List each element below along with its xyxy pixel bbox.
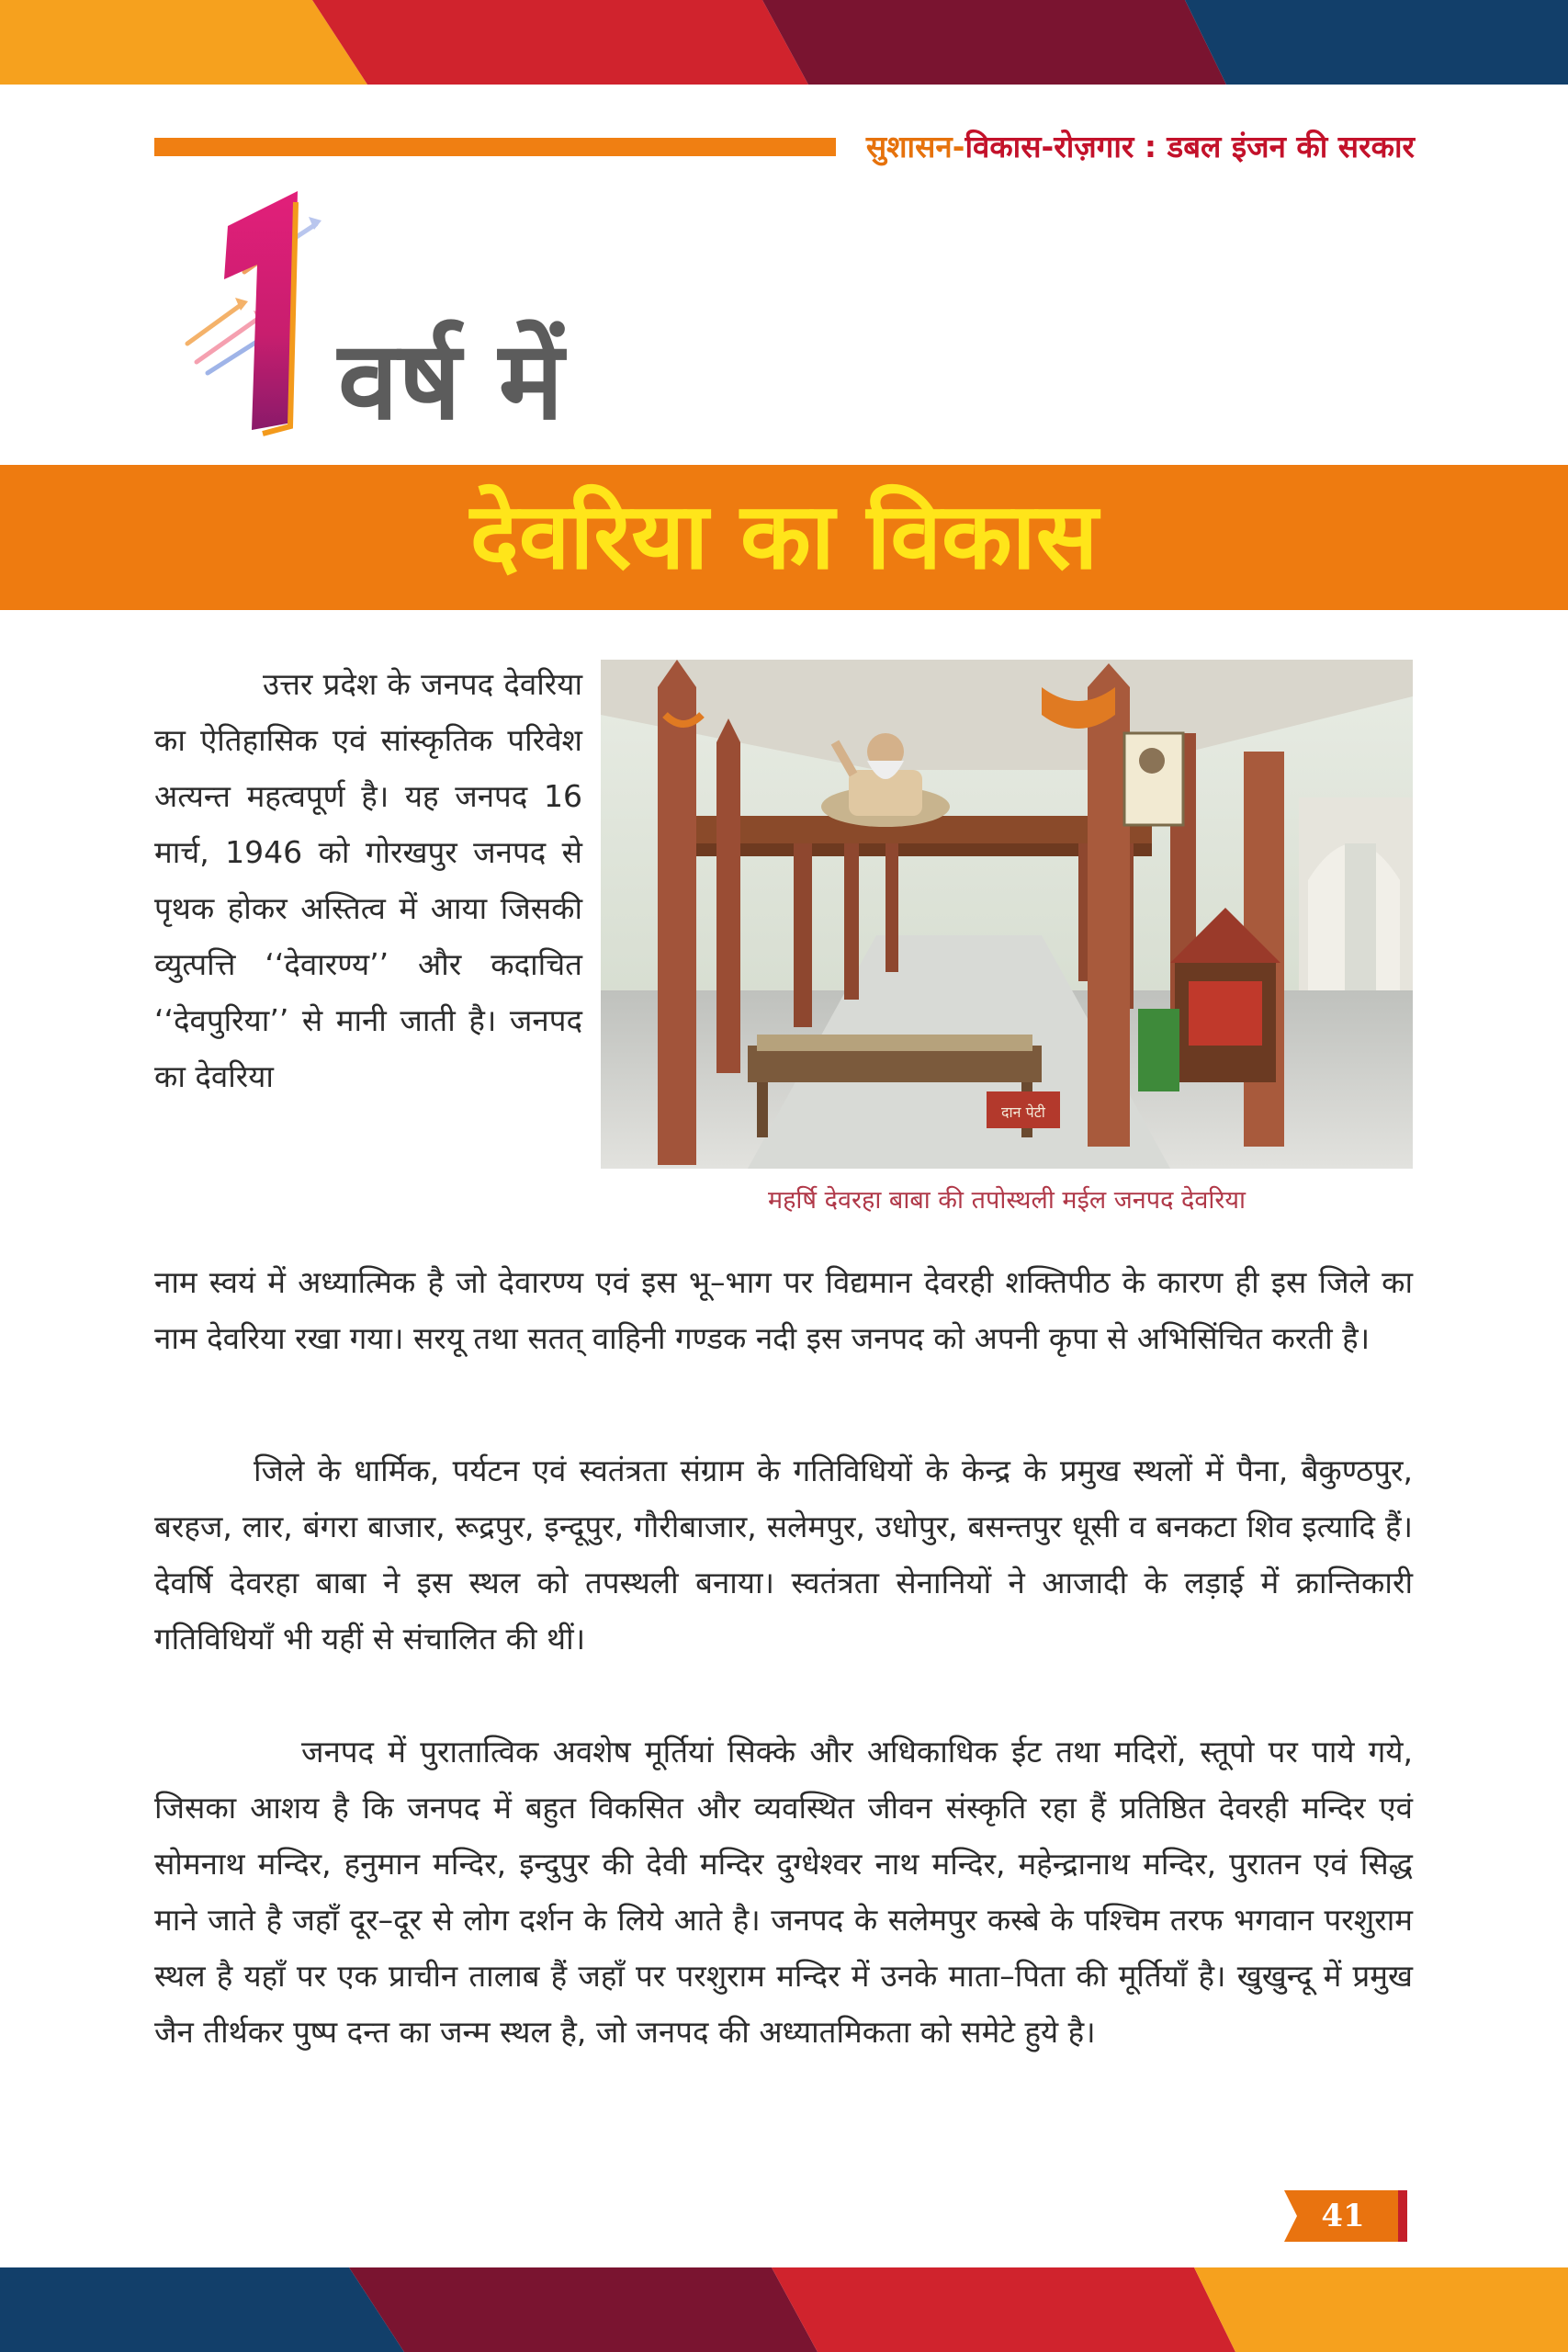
donation-box-label: दान पेटी	[1001, 1103, 1045, 1121]
tagline-part-3: रोज़गार : डबल इंजन की सरकार	[1054, 129, 1415, 164]
temple-photo	[601, 660, 1413, 1169]
page-title: देवरिया का विकास	[469, 481, 1099, 590]
title-line-1: वर्ष में	[338, 316, 564, 444]
tagline-part-1: सुशासन-	[865, 129, 965, 164]
paragraph-3: जनपद में पुरातात्विक अवशेष मूर्तियां सिक्के और अधिकाधिक ईट तथा मदिरों, स्तूपो पर पाये गये, जिसका आशय है कि जनपद में बहुत विकसित और व्यवस्थित जीवन संस्कृति रहा हैं प्रतिष्ठित देवरही मन्दिर एवं सोमनाथ मन्दिर, हनुमान मन्दिर, इन्दुपुर की देवी मन्दिर दुग्धेश्वर नाथ मन्दिर, महेन्द्रानाथ मन्दिर, पुरातन एवं सिद्ध माने जाते है जहाँ दूर–दूर से लोग दर्शन के लिये आते है। जनपद के सलेमपुर कस्बे के पश्चिम तरफ भगवान परशुराम स्थल है यहाँ पर एक प्राचीन तालाब हैं जहाँ पर परशुराम मन्दिर में उनके माता–पिता की मूर्तियाँ है। खुखुन्दू में प्रमुख जैन तीर्थकर पुष्प दन्त का जन्म स्थल है, जो जनपद की अध्यातमिकता को समेटे हुये है।	[154, 1734, 1413, 2050]
paragraph-2: जिले के धार्मिक, पर्यटन एवं स्वतंत्रता संग्राम के गतिविधियों के केन्द्र के प्रमुख स्थलों में पैना, बैकुण्ठपुर, बरहज, लार, बंगरा बाजार, रूद्रपुर, इन्दूपुर, गौरीबाजार, सलेमपुर, उधोपुर, बसन्तपुर धूसी व बनकटा शिव इत्यादि हैं। देवर्षि देवरहा बाबा ने इस स्थल को तपस्थली बनाया। स्वतंत्रता सेनानियों ने आजादी के लड़ाई में क्रान्तिकारी गतिविधियाँ भी यहीं से संचालित की थीं।	[154, 1453, 1413, 1657]
paragraph-1-part-1: उत्तर प्रदेश के जनपद देवरिया का ऐतिहासिक एवं सांस्कृतिक परिवेश अत्यन्त महत्वपूर्ण है। यह जनपद 16 मार्च, 1946 को गोरखपुर जनपद से पृथक होकर अस्तित्व में आया जिसकी व्युत्पत्ति ‘‘देवारण्य’’ और कदाचित ‘‘देवपुरिया’’ से मानी जाती है। जनपद का देवरिया	[154, 666, 582, 1094]
year-one-graphic	[180, 180, 345, 447]
header-tagline	[854, 125, 1415, 166]
header-rule	[154, 138, 836, 156]
top-color-band	[0, 0, 1568, 85]
bottom-color-band	[0, 2267, 1568, 2352]
photo-caption: महर्षि देवरहा बाबा की तपोस्थली मईल जनपद देवरिया	[767, 1186, 1247, 1215]
paragraph-1-part-2: नाम स्वयं में अध्यात्मिक है जो देवारण्य एवं इस भू–भाग पर विद्यमान देवरही शक्तिपीठ के कारण ही इस जिले का नाम देवरिया रखा गया। सरयू तथा सतत् वाहिनी गण्डक नदी इस जनपद को अपनी कृपा से अभिसिंचित करती है।	[154, 1264, 1413, 1356]
tagline-part-2: विकास-	[964, 129, 1055, 164]
page-number: 41	[1321, 2198, 1365, 2234]
